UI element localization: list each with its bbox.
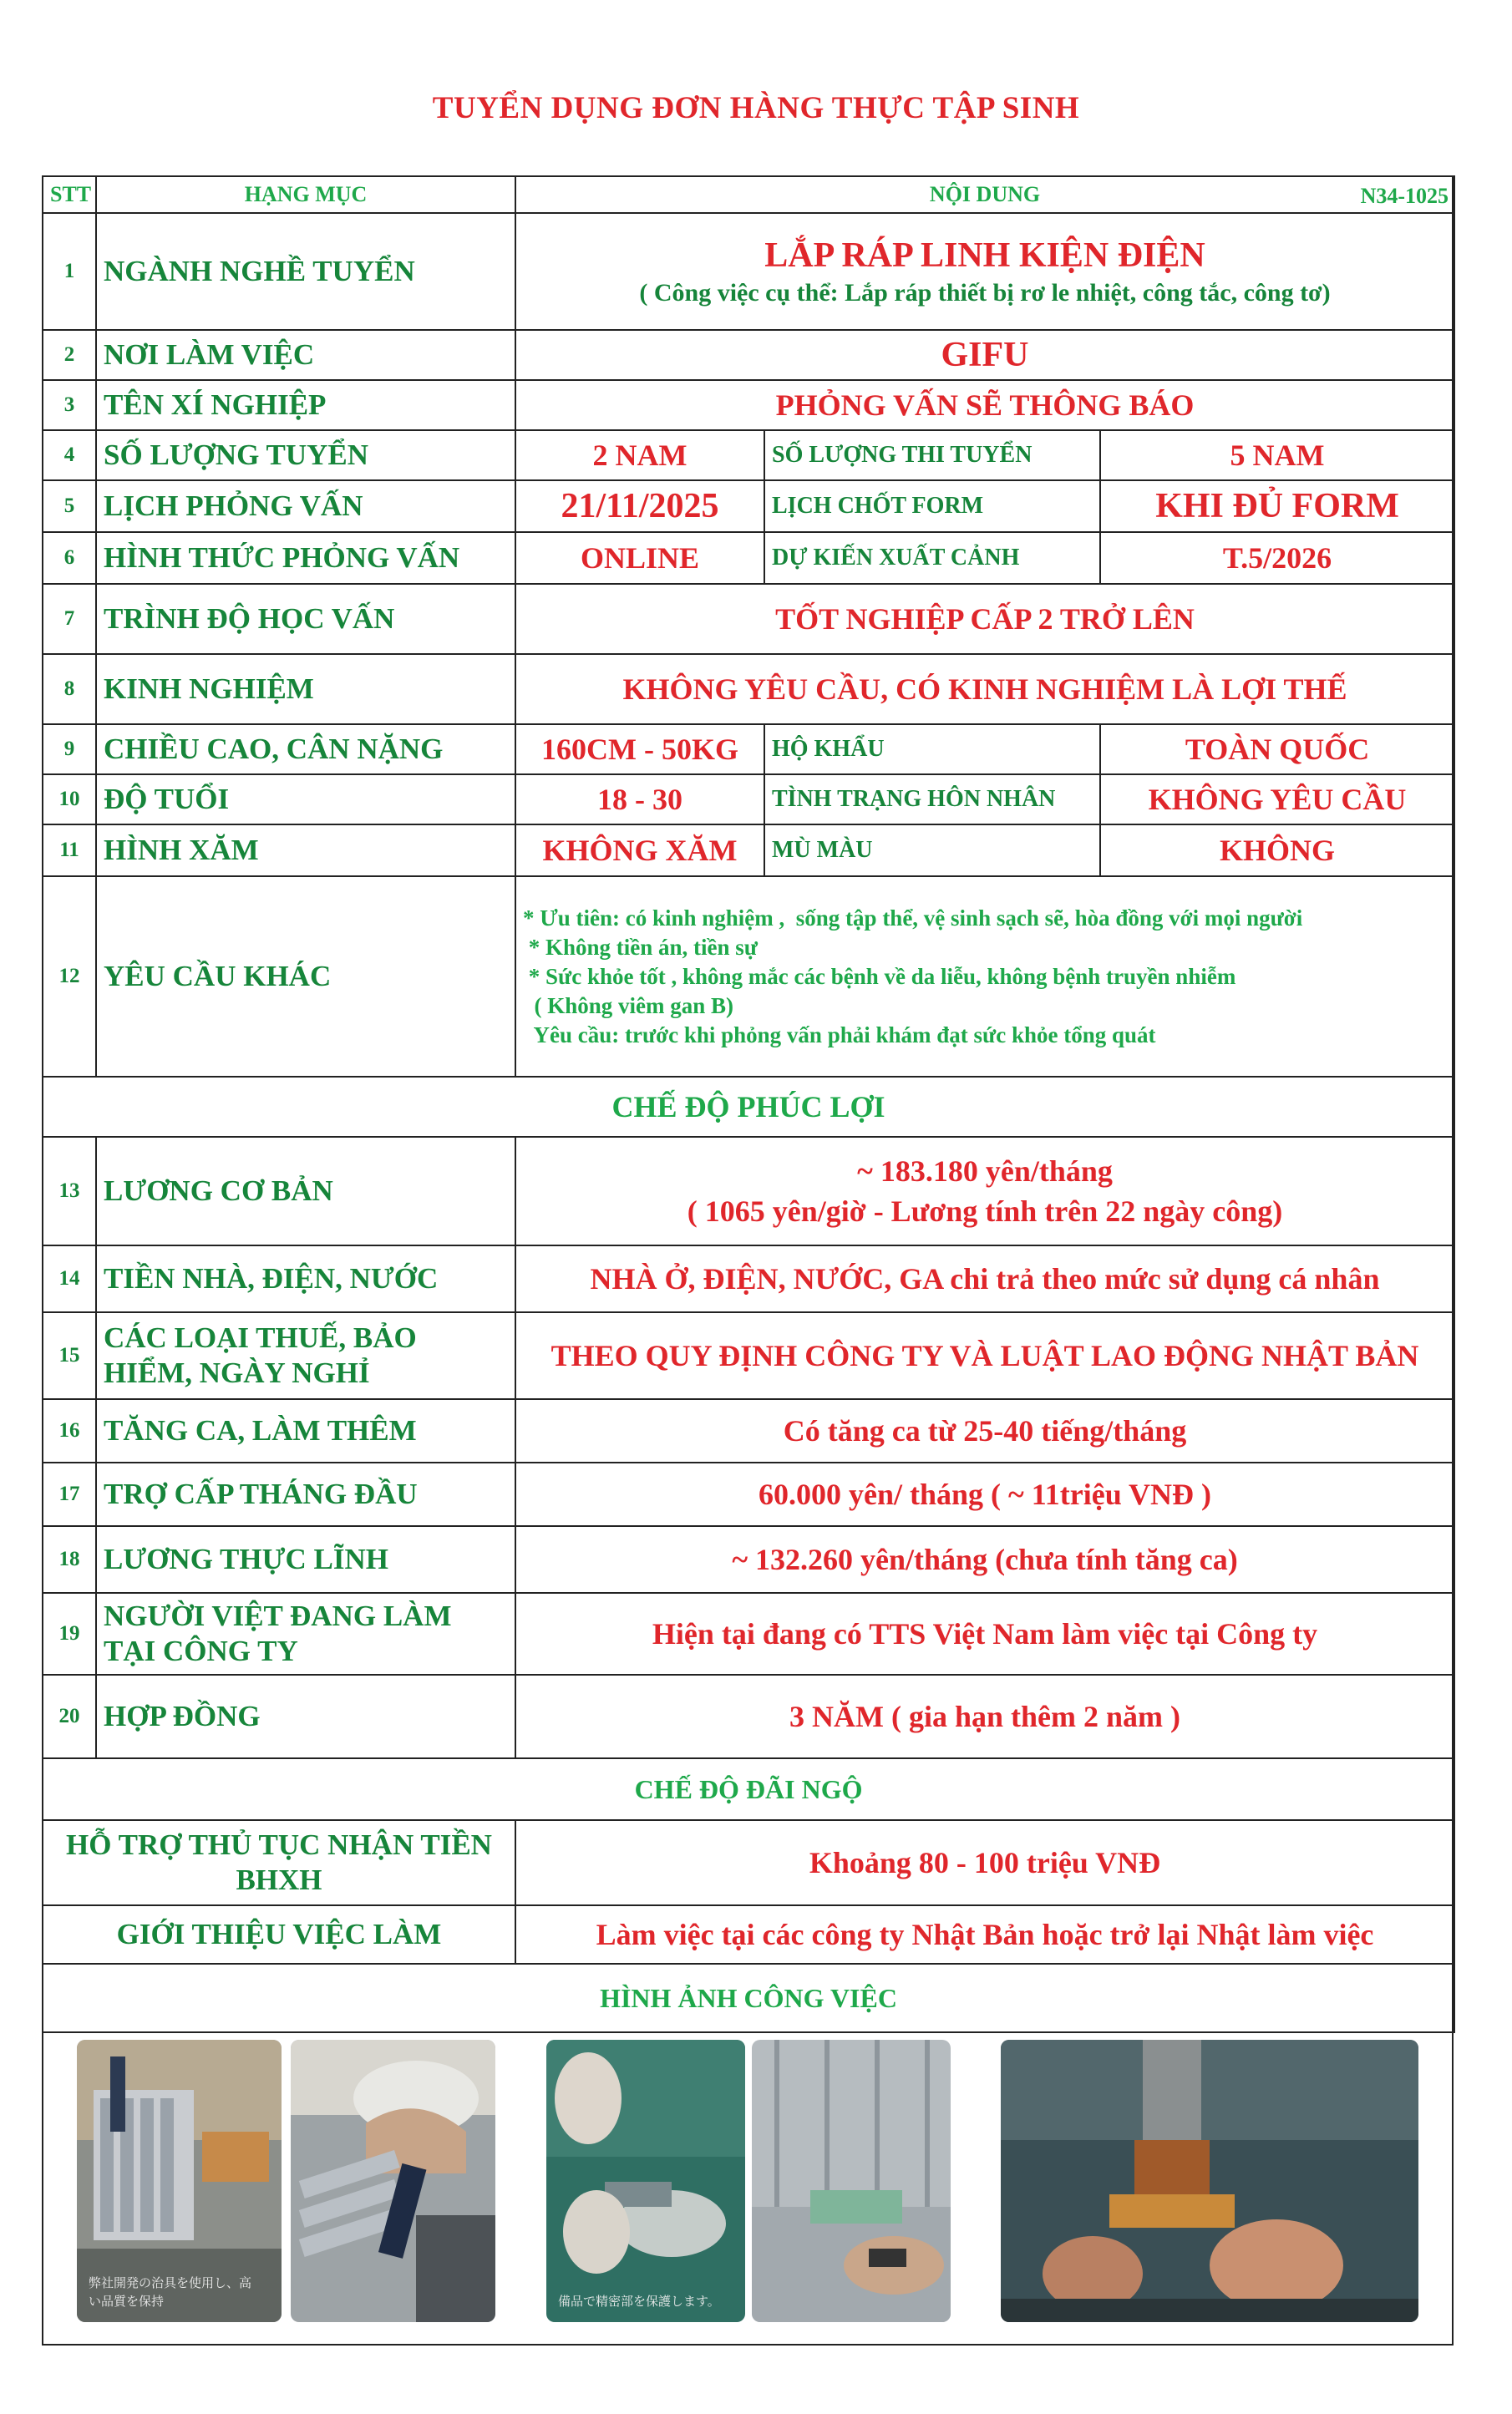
benefit-row-1: [43, 1820, 1454, 1905]
row-value: 2 NAM: [515, 430, 764, 480]
row-number: 14: [43, 1245, 96, 1312]
row-2: [43, 330, 1454, 380]
salary-detail: ( 1065 yên/giờ - Lương tính trên 22 ngày công): [687, 1194, 1283, 1228]
row-value: ONLINE: [515, 532, 764, 584]
row-1: [43, 213, 1454, 330]
benefit-row-2: [43, 1905, 1454, 1964]
header-row: [43, 176, 1454, 213]
row-value: Có tăng ca từ 25-40 tiếng/tháng: [515, 1399, 1454, 1463]
row-value: GIFU: [515, 330, 1454, 380]
row-20: [43, 1675, 1454, 1758]
row-label: NƠI LÀM VIỆC: [96, 330, 515, 380]
row-value-secondary: KHÔNG YÊU CẦU: [1100, 774, 1454, 824]
row-label: ĐỘ TUỔI: [96, 774, 515, 824]
row-label: TÊN XÍ NGHIỆP: [96, 380, 515, 430]
row-value-secondary: TOÀN QUỐC: [1100, 724, 1454, 774]
row-label-secondary: HỘ KHẨU: [764, 724, 1100, 774]
row-label: HỢP ĐỒNG: [96, 1675, 515, 1758]
row-number: 18: [43, 1526, 96, 1593]
row-label: LỊCH PHỎNG VẤN: [96, 480, 515, 532]
header-code: N34-1025: [1360, 184, 1449, 208]
row-label: TĂNG CA, LÀM THÊM: [96, 1399, 515, 1463]
recruitment-table: [42, 175, 1455, 2033]
row-number: 5: [43, 480, 96, 532]
work-photo: [291, 2040, 495, 2322]
row-value: NHÀ Ở, ĐIỆN, NƯỚC, GA chi trả theo mức sử dụng cá nhân: [515, 1245, 1454, 1312]
row-label-secondary: MÙ MÀU: [764, 824, 1100, 876]
row-value-secondary: KHÔNG: [1100, 824, 1454, 876]
row-6: [43, 532, 1454, 584]
row-8: [43, 654, 1454, 724]
row-label: CÁC LOẠI THUẾ, BẢO HIỂM, NGÀY NGHỈ: [96, 1312, 515, 1399]
row-label: LƯƠNG CƠ BẢN: [96, 1137, 515, 1245]
work-photo: [752, 2040, 951, 2322]
row-number: 16: [43, 1399, 96, 1463]
row-10: [43, 774, 1454, 824]
row-value: 160CM - 50KG: [515, 724, 764, 774]
row-value: KHÔNG YÊU CẦU, CÓ KINH NGHIỆM LÀ LỢI THẾ: [515, 654, 1454, 724]
header-stt: STT: [43, 176, 96, 213]
row-value: ~ 132.260 yên/tháng (chưa tính tăng ca): [515, 1526, 1454, 1593]
row-11: [43, 824, 1454, 876]
row-19: [43, 1593, 1454, 1675]
row-number: 13: [43, 1137, 96, 1245]
row-number: 10: [43, 774, 96, 824]
row-value: [515, 213, 1454, 330]
row-label: TRÌNH ĐỘ HỌC VẤN: [96, 584, 515, 654]
row-4: [43, 430, 1454, 480]
requirement-line: * Ưu tiên: có kinh nghiệm , sống tập thể, vệ sinh sạch sẽ, hòa đồng với mọi người: [523, 905, 1303, 931]
industry-value: LẮP RÁP LINH KIỆN ĐIỆN: [764, 236, 1205, 275]
row-9: [43, 724, 1454, 774]
requirement-line: * Sức khỏe tốt , không mắc các bệnh về da liễu, không bệnh truyền nhiễm: [523, 963, 1236, 989]
row-value-secondary: 5 NAM: [1100, 430, 1454, 480]
row-value: Hiện tại đang có TTS Việt Nam làm việc tại Công ty: [515, 1593, 1454, 1675]
row-label: TRỢ CẤP THÁNG ĐẦU: [96, 1463, 515, 1526]
row-label: LƯƠNG THỰC LĨNH: [96, 1526, 515, 1593]
work-photo: [77, 2040, 282, 2322]
requirement-line: * Không tiền án, tiền sự: [523, 934, 758, 960]
photo-caption: 備品で精密部を保護します。: [558, 2294, 720, 2309]
welfare-title: CHẾ ĐỘ PHÚC LỢI: [43, 1077, 1454, 1137]
row-label: KINH NGHIỆM: [96, 654, 515, 724]
row-number: 8: [43, 654, 96, 724]
row-label: SỐ LƯỢNG TUYỂN: [96, 430, 515, 480]
row-number: 15: [43, 1312, 96, 1399]
requirement-line: ( Không viêm gan B): [523, 992, 734, 1018]
row-7: [43, 584, 1454, 654]
row-value: KHÔNG XĂM: [515, 824, 764, 876]
row-number: 2: [43, 330, 96, 380]
benefit-label: GIỚI THIỆU VIỆC LÀM: [43, 1905, 515, 1964]
row-number: 4: [43, 430, 96, 480]
requirement-line: Yêu cầu: trước khi phỏng vấn phải khám đạt sức khỏe tổng quát: [523, 1022, 1156, 1047]
page-title: TUYỂN DỤNG ĐƠN HÀNG THỰC TẬP SINH: [432, 91, 1080, 125]
other-requirements: [515, 876, 1454, 1077]
photo-caption: 弊社開発の治具を使用し、高い品質を保持: [89, 2275, 252, 2309]
row-label: HÌNH THỨC PHỎNG VẤN: [96, 532, 515, 584]
work-photos: [42, 2013, 1454, 2346]
benefit-label: HỖ TRỢ THỦ TỤC NHẬN TIỀN BHXH: [43, 1820, 515, 1905]
row-14: [43, 1245, 1454, 1312]
row-label-secondary: LỊCH CHỐT FORM: [764, 480, 1100, 532]
row-number: 19: [43, 1593, 96, 1675]
row-value-secondary: KHI ĐỦ FORM: [1100, 480, 1454, 532]
row-number: 20: [43, 1675, 96, 1758]
row-15: [43, 1312, 1454, 1399]
row-16: [43, 1399, 1454, 1463]
work-photo: [1001, 2040, 1418, 2322]
row-number: 1: [43, 213, 96, 330]
row-label: CHIỀU CAO, CÂN NẶNG: [96, 724, 515, 774]
header-content: NỘI DUNG: [929, 182, 1041, 206]
row-number: 7: [43, 584, 96, 654]
row-13: [43, 1137, 1454, 1245]
row-value: 21/11/2025: [515, 480, 764, 532]
benefit-value: Khoảng 80 - 100 triệu VNĐ: [515, 1820, 1454, 1905]
row-label: TIỀN NHÀ, ĐIỆN, NƯỚC: [96, 1245, 515, 1312]
row-number: 11: [43, 824, 96, 876]
benefit-title: CHẾ ĐỘ ĐÃI NGỘ: [43, 1758, 1454, 1820]
row-number: 9: [43, 724, 96, 774]
row-label-secondary: TÌNH TRẠNG HÔN NHÂN: [764, 774, 1100, 824]
row-value: TỐT NGHIỆP CẤP 2 TRỞ LÊN: [515, 584, 1454, 654]
welfare-section-row: [43, 1077, 1454, 1137]
row-12: [43, 876, 1454, 1077]
benefit-section-row: [43, 1758, 1454, 1820]
row-18: [43, 1526, 1454, 1593]
row-value: 18 - 30: [515, 774, 764, 824]
row-number: 12: [43, 876, 96, 1077]
row-label: NGƯỜI VIỆT ĐANG LÀM TẠI CÔNG TY: [96, 1593, 515, 1675]
benefit-value: Làm việc tại các công ty Nhật Bản hoặc trở lại Nhật làm việc: [515, 1905, 1454, 1964]
header-content-cell: [515, 176, 1454, 213]
row-label: HÌNH XĂM: [96, 824, 515, 876]
row-value-secondary: T.5/2026: [1100, 532, 1454, 584]
salary-value: ~ 183.180 yên/tháng: [857, 1154, 1113, 1188]
row-number: 3: [43, 380, 96, 430]
industry-detail: ( Công việc cụ thể: Lắp ráp thiết bị rơ le nhiệt, công tắc, công tơ): [639, 279, 1331, 307]
row-label-secondary: SỐ LƯỢNG THI TUYỂN: [764, 430, 1100, 480]
row-number: 6: [43, 532, 96, 584]
row-number: 17: [43, 1463, 96, 1526]
row-value: [515, 1137, 1454, 1245]
row-value: 60.000 yên/ tháng ( ~ 11triệu VNĐ ): [515, 1463, 1454, 1526]
work-photo: [546, 2040, 745, 2322]
row-value: THEO QUY ĐỊNH CÔNG TY VÀ LUẬT LAO ĐỘNG NHẬT BẢN: [515, 1312, 1454, 1399]
row-value: PHỎNG VẤN SẼ THÔNG BÁO: [515, 380, 1454, 430]
row-3: [43, 380, 1454, 430]
row-label-secondary: DỰ KIẾN XUẤT CẢNH: [764, 532, 1100, 584]
row-17: [43, 1463, 1454, 1526]
row-label: YÊU CẦU KHÁC: [96, 876, 515, 1077]
row-value: 3 NĂM ( gia hạn thêm 2 năm ): [515, 1675, 1454, 1758]
row-label: NGÀNH NGHỀ TUYỂN: [96, 213, 515, 330]
row-5: [43, 480, 1454, 532]
photo-title: HÌNH ẢNH CÔNG VIỆC: [43, 1964, 1454, 2032]
header-category: HẠNG MỤC: [96, 176, 515, 213]
